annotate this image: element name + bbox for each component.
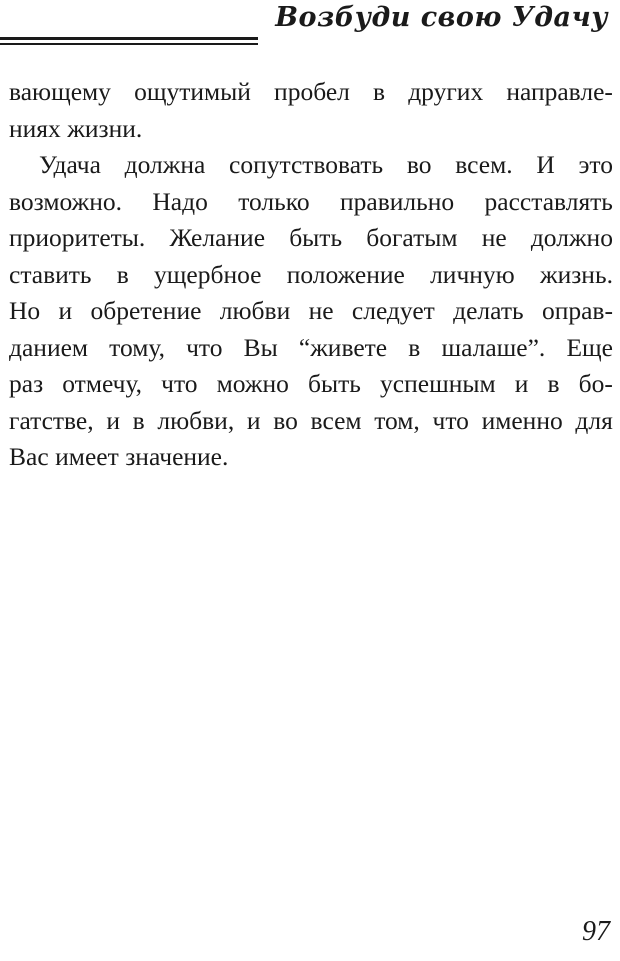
header-rule-thick xyxy=(0,37,258,40)
word: других xyxy=(408,77,484,106)
word: любви, xyxy=(157,405,235,435)
text-line xyxy=(9,403,613,440)
word: тому, xyxy=(109,332,165,362)
word: ниях xyxy=(9,113,61,143)
word: Надо xyxy=(152,186,208,216)
word: должна xyxy=(124,150,206,179)
text-line xyxy=(9,330,613,367)
word: гатстве, xyxy=(9,405,94,435)
word: значение. xyxy=(125,442,229,471)
text-line xyxy=(9,220,613,257)
word: жизни. xyxy=(67,113,143,143)
running-head-title: Возбуди свою Удачу xyxy=(275,2,608,33)
word: должно xyxy=(530,223,613,252)
text-line xyxy=(9,111,613,148)
body-text xyxy=(9,74,613,476)
word: и xyxy=(58,296,73,325)
word: успешным xyxy=(380,369,496,398)
word: том, xyxy=(374,405,420,435)
text-line xyxy=(9,257,613,294)
word: ощутимый xyxy=(134,77,251,106)
text-line xyxy=(9,293,613,330)
word: Вас xyxy=(9,442,49,471)
word: “живете xyxy=(298,332,388,362)
word: делать xyxy=(453,296,524,325)
word: направле- xyxy=(506,77,613,106)
word: личную xyxy=(430,259,515,289)
word: Желание xyxy=(169,223,266,252)
word: всем xyxy=(310,405,362,435)
word: в xyxy=(132,405,145,435)
text-line xyxy=(9,184,613,221)
word: во xyxy=(273,405,298,435)
word: что xyxy=(432,405,469,435)
running-head xyxy=(0,0,620,48)
word: бо- xyxy=(578,369,613,398)
word: вающему xyxy=(9,77,111,106)
word: И xyxy=(536,150,555,179)
word: быть xyxy=(289,223,343,252)
word: что xyxy=(186,332,223,362)
word: имеет xyxy=(55,442,119,471)
word: и xyxy=(514,369,529,398)
word: пробел xyxy=(274,77,350,106)
word: можно xyxy=(216,369,289,398)
word: данием xyxy=(9,332,89,362)
word: отмечу, xyxy=(62,369,143,398)
word: и xyxy=(106,405,120,435)
word: Еще xyxy=(566,332,613,362)
word: Но xyxy=(9,296,41,325)
word: это xyxy=(578,150,613,179)
word: что xyxy=(161,369,198,398)
word: в xyxy=(373,77,386,106)
word: приоритеты. xyxy=(9,223,146,252)
word: ставить xyxy=(9,259,92,289)
word: в xyxy=(116,259,129,289)
word: ущербное xyxy=(154,259,262,289)
text-line xyxy=(9,366,613,403)
page-number: 97 xyxy=(582,916,610,947)
word: в xyxy=(547,369,560,398)
word: Удача xyxy=(39,150,101,179)
text-line xyxy=(9,439,613,476)
word: в xyxy=(408,332,421,362)
word: любви xyxy=(219,296,291,325)
word: именно xyxy=(481,405,563,435)
header-rule-thin xyxy=(0,43,258,45)
word: возможно. xyxy=(9,186,122,216)
word: расставлять xyxy=(484,186,613,216)
word: и xyxy=(246,405,261,435)
word: богатым xyxy=(366,223,458,252)
word: во xyxy=(406,150,432,179)
word: следует xyxy=(351,296,435,325)
word: раз xyxy=(9,369,44,398)
word: только xyxy=(238,186,310,216)
word: Вы xyxy=(243,332,278,362)
word: не xyxy=(308,296,334,325)
word: обретение xyxy=(90,296,202,325)
word: правильно xyxy=(340,186,455,216)
word: жизнь. xyxy=(539,259,613,289)
word: сопутствовать xyxy=(229,150,384,179)
word: шалаше”. xyxy=(441,332,546,362)
word: быть xyxy=(308,369,361,398)
text-line xyxy=(9,74,613,111)
text-line xyxy=(9,147,613,184)
word: всем. xyxy=(455,150,513,179)
word: положение xyxy=(286,259,405,289)
word: для xyxy=(575,405,613,435)
word: не xyxy=(481,223,507,252)
word: оправ- xyxy=(541,296,613,325)
